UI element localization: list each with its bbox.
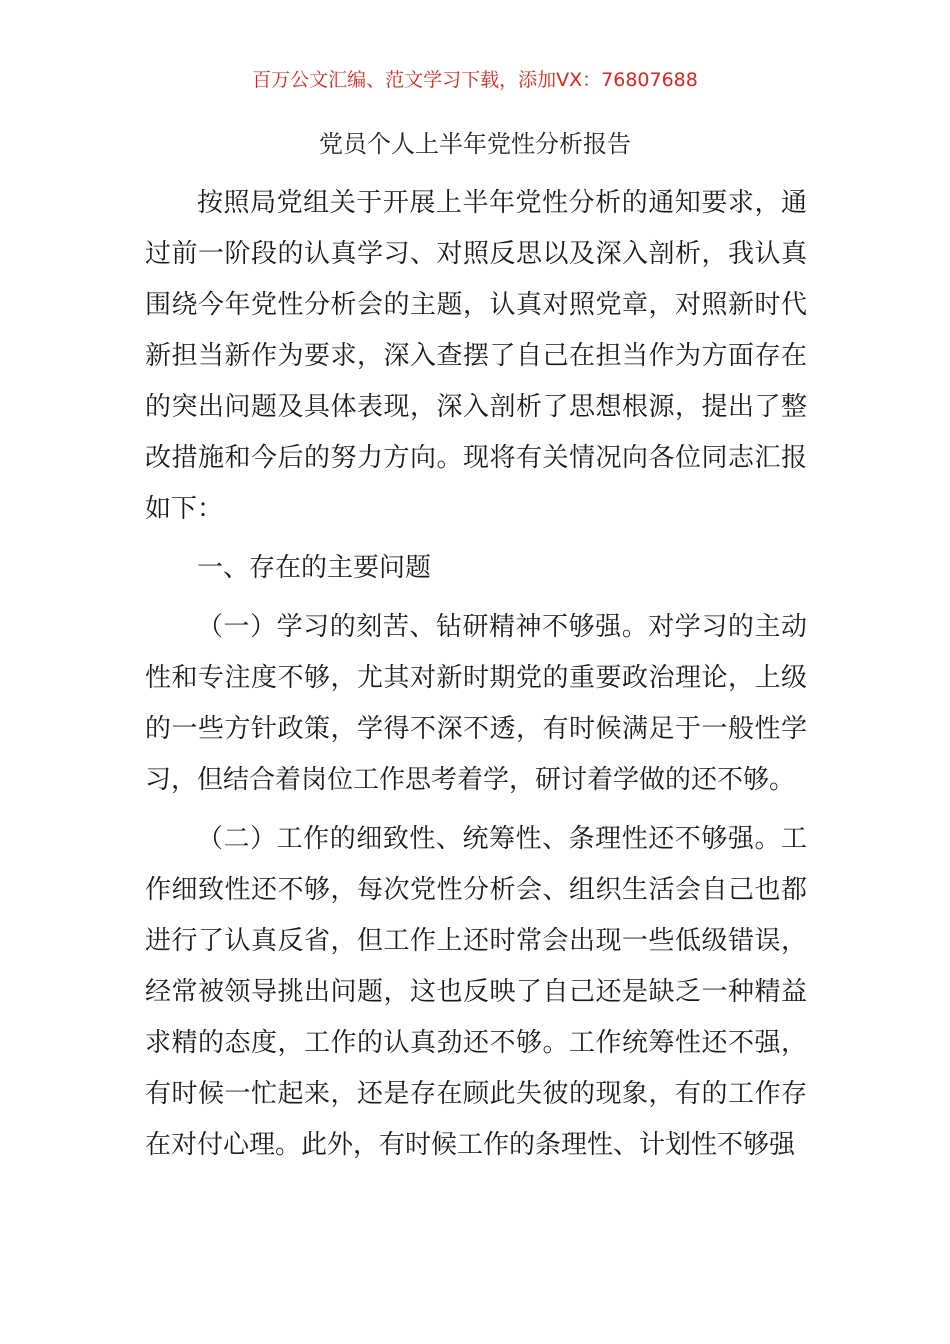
document-title: 党员个人上半年党性分析报告 <box>319 130 631 158</box>
document-body <box>145 178 807 1171</box>
section-heading: 一、存在的主要问题 <box>197 553 432 583</box>
intro-paragraph: 按照局党组关于开展上半年党性分析的通知要求，通过前一阶段的认真学习、对照反思以及深入剖析，我认真围绕今年党性分析会的主题，认真对照党章，对照新时代新担当新作为要求，深入查摆了自己在担当作为方面存在的突出问题及具体表现，深入剖析了思想根源，提出了整改措施和今后的努力方向。现将有关情况向各位同志汇报如下： <box>145 188 807 524</box>
header-banner: 百万公文汇编、范文学习下载，添加VX：76807688 <box>252 69 698 91</box>
problem-item-2: （二）工作的细致性、统筹性、条理性还不够强。工作细致性还不够，每次党性分析会、组织生活会自己也都进行了认真反省，但工作上还时常会出现一些低级错误，经常被领导挑出问题，这也反映了自己还是缺乏一种精益求精的态度，工作的认真劲还不够。工作统筹性还不强，有时候一忙起来，还是存在顾此失彼的现象，有的工作存在对付心理。此外，有时候工作的条理性、计划性不够强 <box>145 824 807 1160</box>
problem-item-1: （一）学习的刻苦、钻研精神不够强。对学习的主动性和专注度不够，尤其对新时期党的重要政治理论，上级的一些方针政策，学得不深不透，有时候满足于一般性学习，但结合着岗位工作思考着学，研讨着学做的还不够。 <box>145 612 807 795</box>
